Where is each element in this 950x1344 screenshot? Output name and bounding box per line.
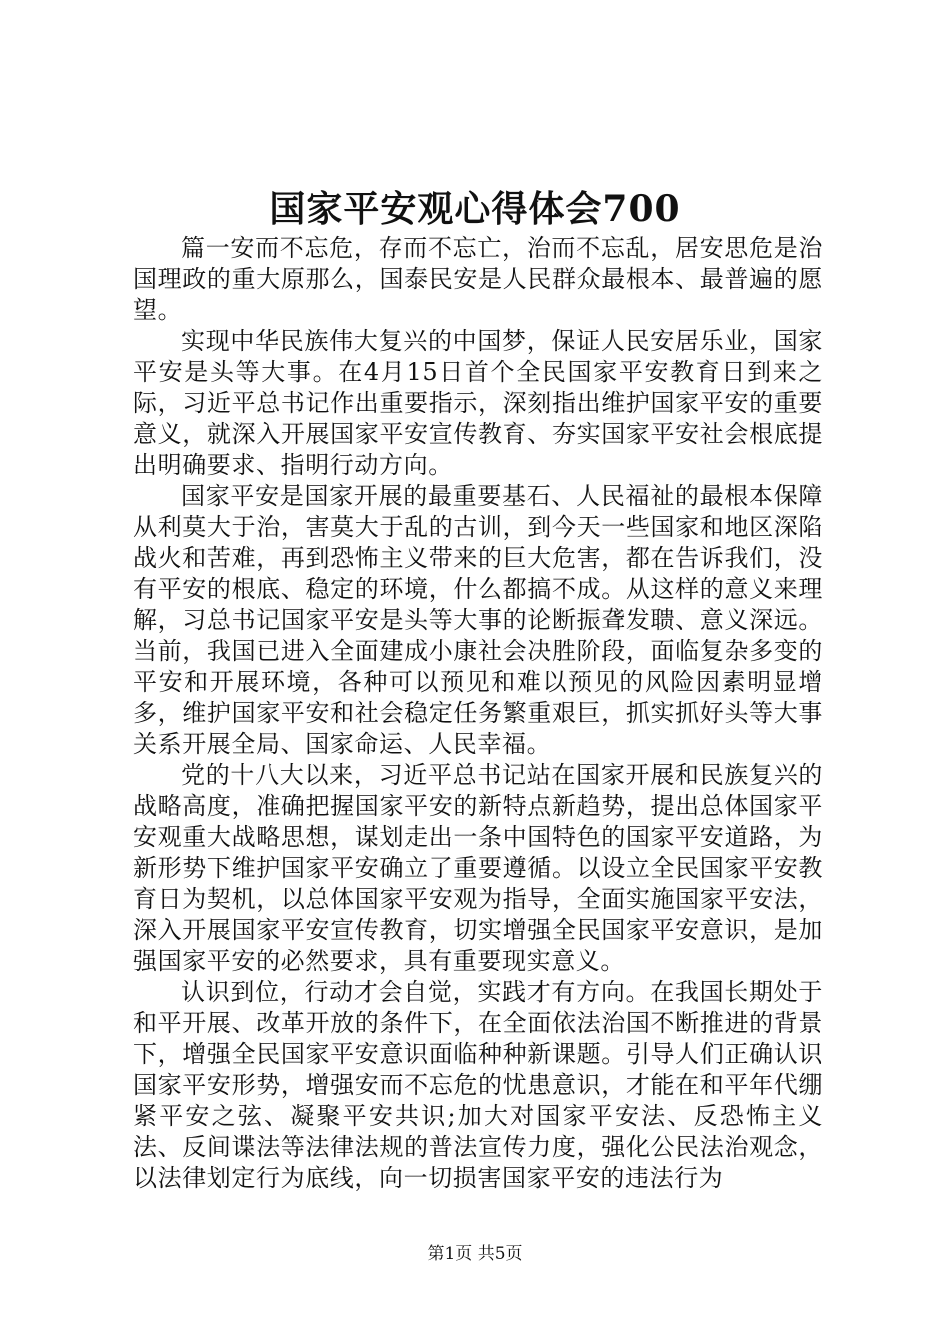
paragraph-5: 认识到位，行动才会自觉，实践才有方向。在我国长期处于和平开展、改革开放的条件下，在全面依法治国不断推进的背景下，增强全民国家平安意识面临种种新课题。引导人们正确认识国家平安形势，增强安而不忘危的忧患意识，才能在和平年代绷紧平安之弦、凝聚平安共识;加大对国家平安法、反恐怖主义法、反间谍法等法律法规的普法宣传力度，强化公民法治观念，以法律划定行为底线，向一切损害国家平安的违法行为 — [133, 978, 823, 1192]
paragraph-4: 党的十八大以来，习近平总书记站在国家开展和民族复兴的战略高度，准确把握国家平安的新特点新趋势，提出总体国家平安观重大战略思想，谋划走出一条中国特色的国家平安道路，为新形势下维护国家平安确立了重要遵循。以设立全民国家平安教育日为契机，以总体国家平安观为指导，全面实施国家平安法，深入开展国家平安宣传教育，切实增强全民国家平安意识，是加强国家平安的必然要求，具有重要现实意义。 — [133, 761, 823, 975]
paragraph-2: 实现中华民族伟大复兴的中国梦，保证人民安居乐业，国家平安是头等大事。在4月15日首个全民国家平安教育日到来之际，习近平总书记作出重要指示，深刻指出维护国家平安的重要意义，就深入开展国家平安宣传教育、夯实国家平安社会根底提出明确要求、指明行动方向。 — [133, 327, 823, 479]
document-body — [133, 233, 823, 1194]
paragraph-3: 国家平安是国家开展的最重要基石、人民福祉的最根本保障从利莫大于治，害莫大于乱的古训，到今天一些国家和地区深陷战火和苦难，再到恐怖主义带来的巨大危害，都在告诉我们，没有平安的根底、稳定的环境，什么都搞不成。从这样的意义来理解，习总书记国家平安是头等大事的论断振聋发聩、意义深远。当前，我国已进入全面建成小康社会决胜阶段，面临复杂多变的平安和开展环境，各种可以预见和难以预见的风险因素明显增多，维护国家平安和社会稳定任务繁重艰巨，抓实抓好头等大事关系开展全局、国家命运、人民幸福。 — [133, 482, 823, 758]
document-title: 国家平安观心得体会700 — [269, 188, 681, 230]
paragraph-1: 篇一安而不忘危，存而不忘亡，治而不忘乱，居安思危是治国理政的重大原那么，国泰民安是人民群众最根本、最普遍的愿望。 — [133, 234, 823, 324]
page-footer: 第1页 共5页 — [427, 1244, 523, 1264]
